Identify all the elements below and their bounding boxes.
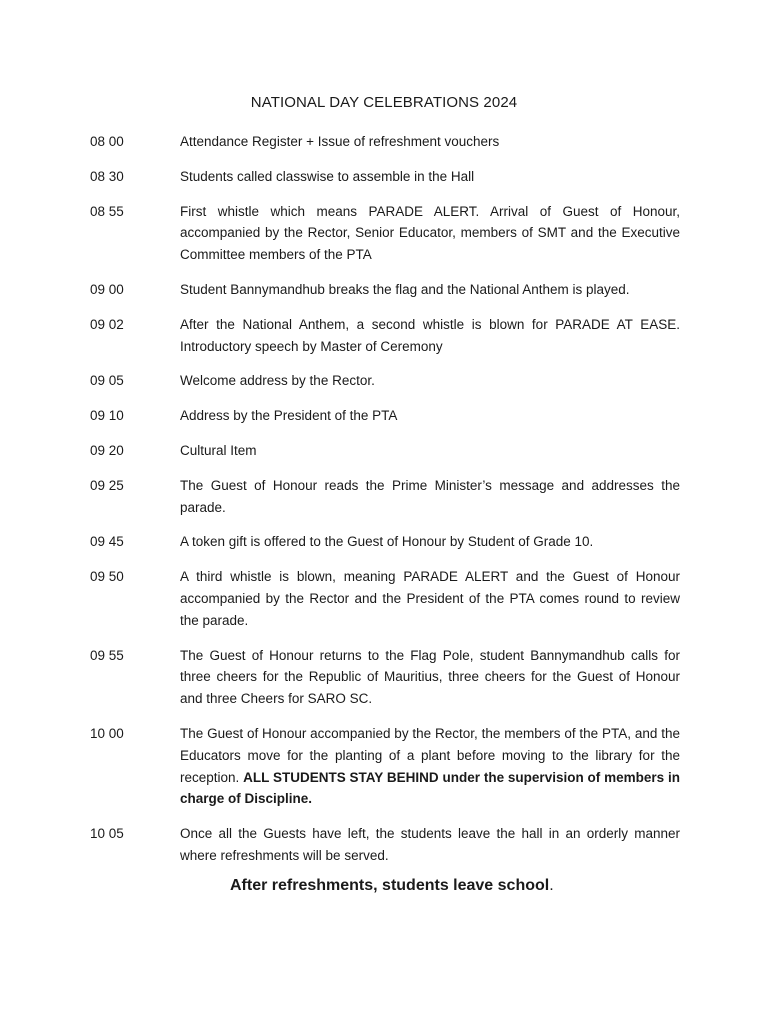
- document-title: NATIONAL DAY CELEBRATIONS 2024: [250, 94, 518, 111]
- schedule-description: [180, 723, 680, 810]
- schedule-description-emphasis: ALL STUDENTS STAY BEHIND under the supervision of members in charge of Discipline.: [180, 769, 680, 807]
- schedule-description: A third whistle is blown, meaning PARADE ALERT and the Guest of Honour accompanied by the Rector and the President of the PTA comes round to review the parade.: [180, 569, 680, 628]
- schedule-row: [90, 475, 680, 519]
- schedule-time: 08 00: [90, 134, 124, 149]
- closing-note: [230, 877, 554, 895]
- schedule-row: [90, 314, 680, 358]
- schedule-time: 08 55: [90, 203, 124, 219]
- schedule-row: [90, 405, 680, 427]
- schedule-time: 09 55: [90, 647, 124, 663]
- schedule-time: 09 10: [90, 408, 124, 424]
- schedule-time: 09 02: [90, 316, 124, 332]
- schedule-row: [90, 723, 680, 810]
- schedule-description: Address by the President of the PTA: [180, 408, 398, 424]
- closing-note-period: .: [549, 877, 554, 894]
- schedule-row: [90, 645, 680, 710]
- schedule-time: 08 30: [90, 168, 124, 184]
- schedule-description: Cultural Item: [180, 442, 257, 458]
- schedule-row: [90, 823, 680, 867]
- schedule-list: [90, 131, 680, 880]
- schedule-description: First whistle which means PARADE ALERT. Arrival of Guest of Honour, accompanied by the Rector, Senior Educator, members of SMT and the Executive Committee members of the PTA: [180, 203, 680, 263]
- schedule-description: The Guest of Honour returns to the Flag Pole, student Bannymandhub calls for three cheers for the Republic of Mauritius, three cheers for the Guest of Honour and three Cheers for SARO SC.: [180, 647, 680, 707]
- schedule-row: [90, 440, 680, 462]
- schedule-row: [90, 531, 680, 553]
- schedule-time: 10 05: [90, 826, 124, 842]
- schedule-row: [90, 131, 680, 153]
- schedule-time: 09 45: [90, 534, 124, 550]
- schedule-description: Welcome address by the Rector.: [180, 373, 375, 389]
- schedule-time: 09 05: [90, 373, 124, 389]
- schedule-description: The Guest of Honour reads the Prime Minister’s message and addresses the parade.: [180, 477, 680, 515]
- schedule-row: [90, 279, 680, 301]
- schedule-description: Attendance Register + Issue of refreshment vouchers: [180, 134, 500, 149]
- schedule-row: [90, 166, 680, 188]
- schedule-time: 09 20: [90, 442, 124, 458]
- schedule-description-text: The Guest of Honour accompanied by the Rector, the members of the PTA, and the Educators move for the planting of a plant before moving to the library for the reception.: [180, 725, 680, 785]
- schedule-description: A token gift is offered to the Guest of Honour by Student of Grade 10.: [180, 534, 594, 550]
- schedule-description: Students called classwise to assemble in the Hall: [180, 168, 475, 184]
- schedule-time: 09 00: [90, 281, 124, 297]
- schedule-time: 09 50: [90, 569, 124, 585]
- closing-note-text: After refreshments, students leave school: [230, 877, 550, 894]
- schedule-row: [90, 201, 680, 266]
- schedule-description: Student Bannymandhub breaks the flag and the National Anthem is played.: [180, 281, 630, 297]
- schedule-description: Once all the Guests have left, the students leave the hall in an orderly manner where refreshments will be served.: [180, 826, 680, 863]
- schedule-row: [90, 566, 680, 631]
- schedule-time: 10 00: [90, 725, 124, 741]
- schedule-description: After the National Anthem, a second whistle is blown for PARADE AT EASE. Introductory speech by Master of Ceremony: [180, 316, 680, 354]
- schedule-time: 09 25: [90, 477, 124, 493]
- schedule-row: [90, 370, 680, 392]
